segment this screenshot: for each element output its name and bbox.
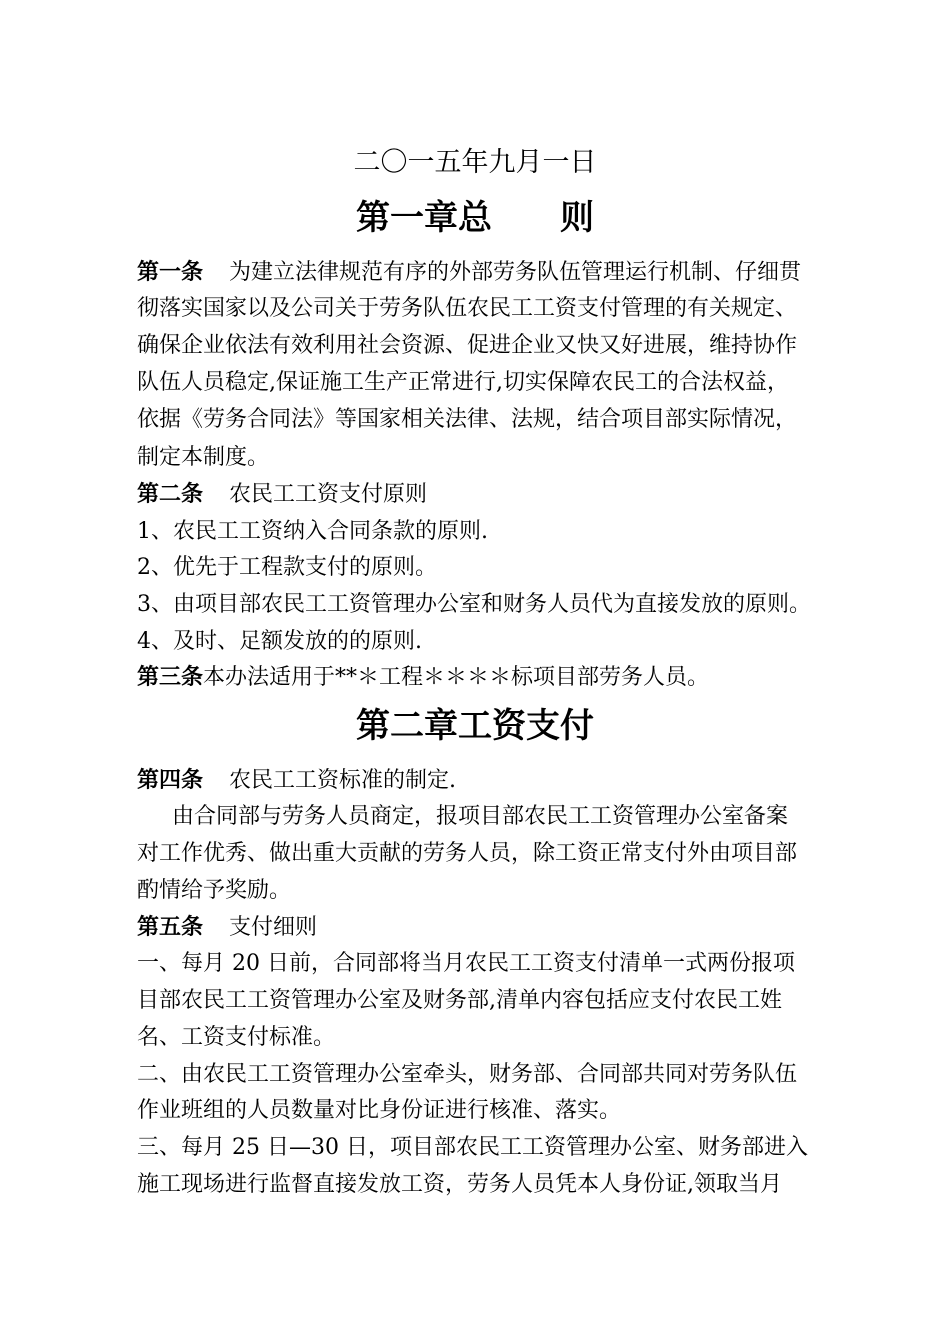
article-4-title: 农民工工资标准的制定. xyxy=(229,768,457,793)
article-4-line-2: 酌情给予奖励。 xyxy=(137,878,292,903)
chapter-2-heading: 第二章工资支付 xyxy=(356,706,594,746)
article-3-text: 本办法适用于**＊工程＊＊＊＊标项目部劳务人员。 xyxy=(203,665,710,690)
article-5-line-0: 一、每月 20 日前，合同部将当月农民工工资支付清单一式两份报项 xyxy=(137,951,795,976)
article-1-label: 第一条 xyxy=(137,260,204,285)
article-2-item-2: 2、优先于工程款支付的原则。 xyxy=(137,555,437,580)
article-2-title: 农民工工资支付原则 xyxy=(229,482,428,507)
document-date: 二〇一五年九月一日 xyxy=(353,147,597,178)
article-5-title: 支付细则 xyxy=(229,915,318,940)
article-3-line xyxy=(137,663,709,693)
article-5-line-6: 施工现场进行监督直接发放工资，劳务人员凭本人身份证,领取当月 xyxy=(137,1172,782,1197)
article-4-line-0: 由合同部与劳务人员商定，报项目部农民工工资管理办公室备案 xyxy=(172,804,789,829)
article-5-heading xyxy=(137,913,317,943)
article-1-line-3: 队伍人员稳定,保证施工生产正常进行,切实保障农民工的合法权益， xyxy=(137,370,789,395)
article-5-line-2: 名、工资支付标准。 xyxy=(137,1025,336,1050)
article-1-line-1: 彻落实国家以及公司关于劳务队伍农民工工资支付管理的有关规定、 xyxy=(137,296,798,321)
article-1-line-5: 制定本制度。 xyxy=(137,445,270,470)
article-5-line-1: 目部农民工工资管理办公室及财务部,清单内容包括应支付农民工姓 xyxy=(137,988,782,1013)
article-4-label: 第四条 xyxy=(137,768,204,793)
article-2-label: 第二条 xyxy=(137,482,204,507)
article-2-item-4: 4、及时、足额发放的的原则. xyxy=(137,629,422,654)
article-4-line-1: 对工作优秀、做出重大贡献的劳务人员，除工资正常支付外由项目部 xyxy=(137,841,798,866)
article-1-line-4: 依据《劳务合同法》等国家相关法律、法规，结合项目部实际情况， xyxy=(137,407,798,432)
article-1-line-0: 为建立法律规范有序的外部劳务队伍管理运行机制、仔细贯 xyxy=(229,260,802,285)
article-1-line-2: 确保企业依法有效利用社会资源、促进企业又快又好进展，维持协作 xyxy=(137,333,798,358)
article-2-heading xyxy=(137,480,427,510)
article-5-line-3: 二、由农民工工资管理办公室牵头，财务部、合同部共同对劳务队伍 xyxy=(137,1062,798,1087)
article-5-line-5: 三、每月 25 日—30 日，项目部农民工工资管理办公室、财务部进入 xyxy=(137,1135,808,1160)
article-5-label: 第五条 xyxy=(137,915,204,940)
chapter-1-heading: 第一章总 则 xyxy=(356,198,594,238)
article-5-line-4: 作业班组的人员数量对比身份证进行核准、落实。 xyxy=(137,1098,622,1123)
article-2-item-3: 3、由项目部农民工工资管理办公室和财务人员代为直接发放的原则。 xyxy=(137,592,811,617)
article-3-label: 第三条 xyxy=(137,665,204,690)
article-1-first-line xyxy=(137,258,801,288)
article-2-item-1: 1、农民工工资纳入合同条款的原则. xyxy=(137,519,488,544)
article-4-heading xyxy=(137,766,456,796)
